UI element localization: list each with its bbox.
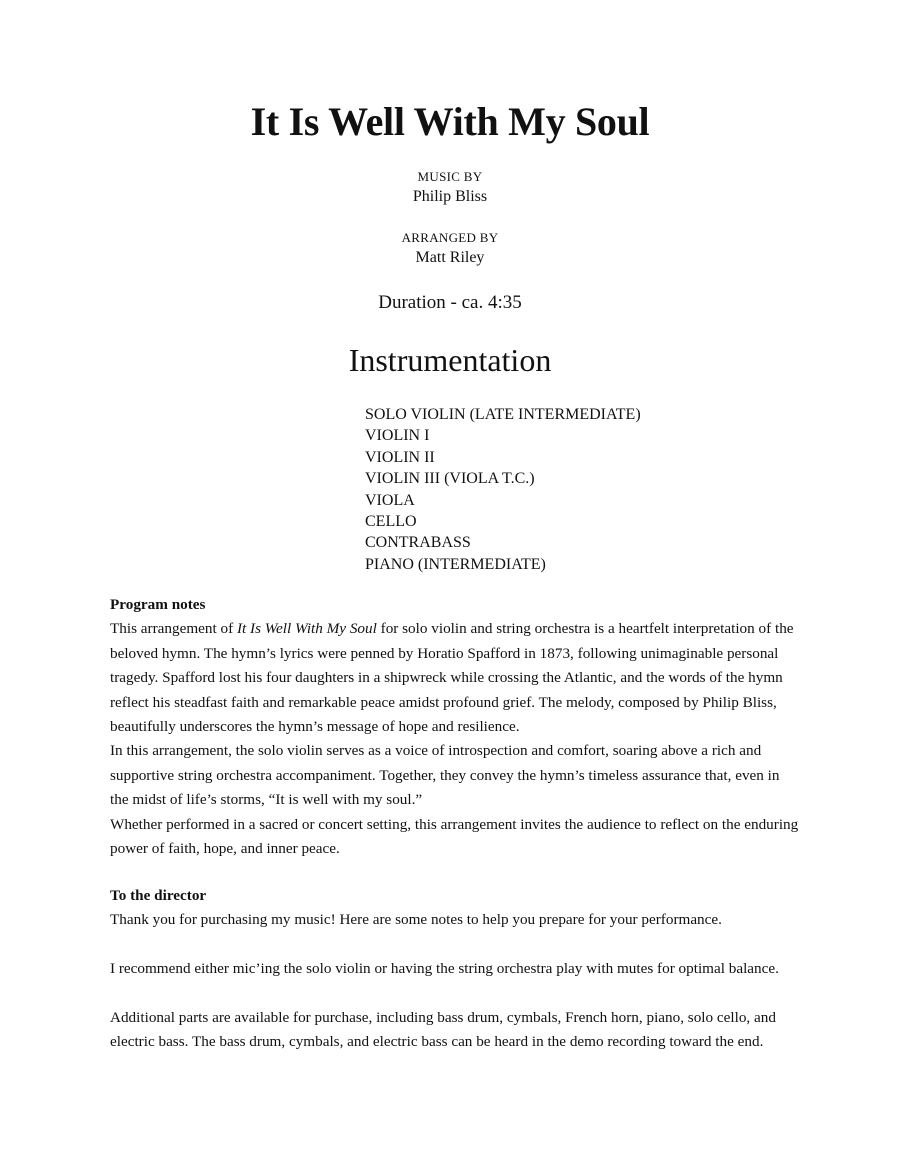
instrumentation-heading: Instrumentation [348, 342, 552, 378]
instrument-item: VIOLIN II [365, 448, 435, 466]
director-notes-paragraph: Thank you for purchasing my music! Here are some notes to help you prepare for your performance. [110, 911, 722, 929]
arranger-name: Matt Riley [415, 249, 485, 266]
instrument-item: SOLO VIOLIN (LATE INTERMEDIATE) [365, 406, 641, 423]
composer-role-label: MUSIC BY [417, 169, 483, 184]
program-notes-paragraph [110, 617, 800, 739]
program-notes-text: This arrangement of [110, 620, 237, 638]
director-notes-paragraph: Additional parts are available for purchase, including bass drum, cymbals, French horn, piano, solo cello, and electric bass. The bass drum, cymbals, and electric bass can be heard in the demo recording toward the end. [110, 1009, 776, 1051]
director-notes-paragraph: I recommend either mic’ing the solo violin or having the string orchestra play with mutes for optimal balance. [110, 960, 779, 978]
instrument-item: VIOLIN III (VIOLA T.C.) [365, 470, 535, 488]
duration-text: Duration - ca. 4:35 [378, 292, 522, 313]
paragraph-spacer [110, 933, 800, 957]
arranger-role-label: ARRANGED BY [401, 230, 499, 245]
program-notes-heading: Program notes [110, 596, 206, 613]
instrument-item: CELLO [365, 513, 417, 531]
director-notes-section [110, 884, 800, 1055]
paragraph-spacer [110, 982, 800, 1006]
program-notes-paragraph: In this arrangement, the solo violin serves as a voice of introspection and comfort, soaring above a rich and supportive string orchestra accompaniment. Together, they convey the hymn’s timeless assurance that, even in the midst of life’s storms, “It is well with my soul.” [110, 742, 780, 809]
instrument-item: VIOLA [365, 491, 415, 509]
program-notes-paragraph: Whether performed in a sacred or concert setting, this arrangement invites the audience to reflect on the enduring power of faith, hope, and inner peace. [110, 815, 799, 858]
director-notes-heading: To the director [110, 887, 207, 904]
composer-name: Philip Bliss [412, 188, 488, 205]
program-notes-section [110, 593, 800, 861]
composer-credit [0, 168, 900, 208]
instrument-item: CONTRABASS [365, 534, 471, 552]
arranger-credit [0, 229, 900, 269]
instrumentation-list [365, 404, 641, 575]
instrument-item: VIOLIN I [365, 427, 430, 445]
piece-title-italic: It Is Well With My Soul [236, 620, 377, 638]
instrument-item: PIANO (INTERMEDIATE) [365, 555, 546, 573]
program-notes-text: for solo violin and string orchestra is a heartfelt interpretation of the beloved hymn. The hymn’s lyrics were penned by Horatio Spafford in 1873, following unimaginable personal tragedy. Spafford lost his four daughters in a shipwreck while crossing the Atlantic, and the words of the hymn reflect his steadfast faith and remarkable peace amidst profound grief. The melody, composed by Philip Bliss, beautifully underscores the hymn’s message of hope and resilience. [110, 620, 794, 736]
page-title: It Is Well With My Soul [250, 99, 650, 144]
